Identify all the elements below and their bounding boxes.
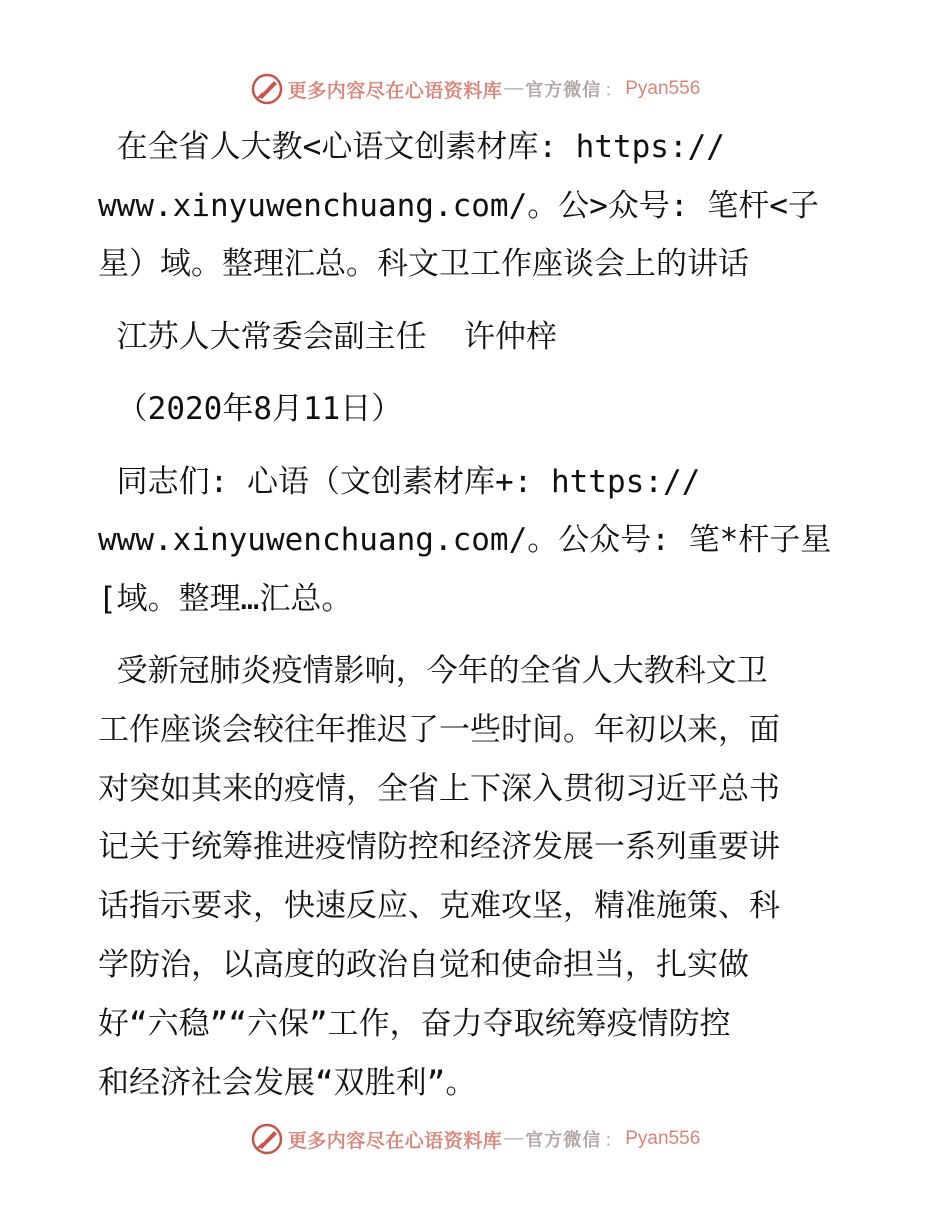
body-paragraph bbox=[98, 642, 858, 1112]
banner-main-text: 更多内容尽在心语资料库 bbox=[287, 1130, 503, 1152]
body-line: 学防治，以高度的政治自觉和使命担当，扎实做 bbox=[98, 946, 749, 983]
banner-colon: ： bbox=[604, 80, 623, 100]
banner-main-text: 更多内容尽在心语资料库 bbox=[287, 80, 503, 102]
banner-sub-text: 官方微信 bbox=[525, 1130, 602, 1150]
body-line: 好“六稳”“六保”工作，奋力夺取统筹疫情防控 bbox=[98, 1005, 731, 1042]
footer-banner bbox=[0, 1122, 950, 1156]
banner-colon: ： bbox=[604, 1130, 623, 1150]
banner-dash: — bbox=[504, 78, 524, 99]
banner-dash: — bbox=[504, 1128, 524, 1149]
body-line: 受新冠肺炎疫情影响，今年的全省人大教科文卫 bbox=[98, 653, 768, 689]
salutation-line: www.xinyuwenchuang.com/。公众号: 笔*杆子星 bbox=[98, 522, 832, 558]
banner-wechat-id: Pyan556 bbox=[625, 78, 701, 99]
document-body bbox=[98, 118, 858, 1112]
salutation-block bbox=[98, 453, 858, 629]
banner-wechat-id: Pyan556 bbox=[625, 1128, 701, 1149]
body-line: 和经济社会发展“双胜利”。 bbox=[98, 1064, 477, 1101]
body-line: 工作座谈会较往年推迟了一些时间。年初以来，面 bbox=[98, 711, 780, 748]
salutation-line: [域。整理…汇总。 bbox=[98, 580, 353, 617]
body-line: 记关于统筹推进疫情防控和经济发展一系列重要讲 bbox=[98, 829, 780, 866]
title-line: www.xinyuwenchuang.com/。公>众号: 笔杆<子 bbox=[98, 187, 819, 224]
title-line: 星）域。整理汇总。科文卫工作座谈会上的讲话 bbox=[98, 246, 749, 282]
salutation-line: 同志们: 心语（文创素材库+: https:// bbox=[98, 463, 701, 500]
body-line: 话指示要求，快速反应、克难攻坚，精准施策、科 bbox=[98, 888, 780, 925]
feather-logo-icon bbox=[250, 72, 284, 106]
title-line: 在全省人大教<心语文创素材库: https:// bbox=[98, 129, 725, 165]
title-block bbox=[98, 118, 858, 294]
header-banner bbox=[0, 72, 950, 106]
date-line: （2020年8月11日） bbox=[98, 391, 403, 427]
feather-logo-icon bbox=[250, 1122, 284, 1156]
body-line: 对突如其来的疫情，全省上下深入贯彻习近平总书 bbox=[98, 770, 780, 807]
banner-sub-text: 官方微信 bbox=[525, 80, 602, 100]
author-line: 江苏人大常委会副主任 许仲梓 bbox=[98, 318, 557, 355]
